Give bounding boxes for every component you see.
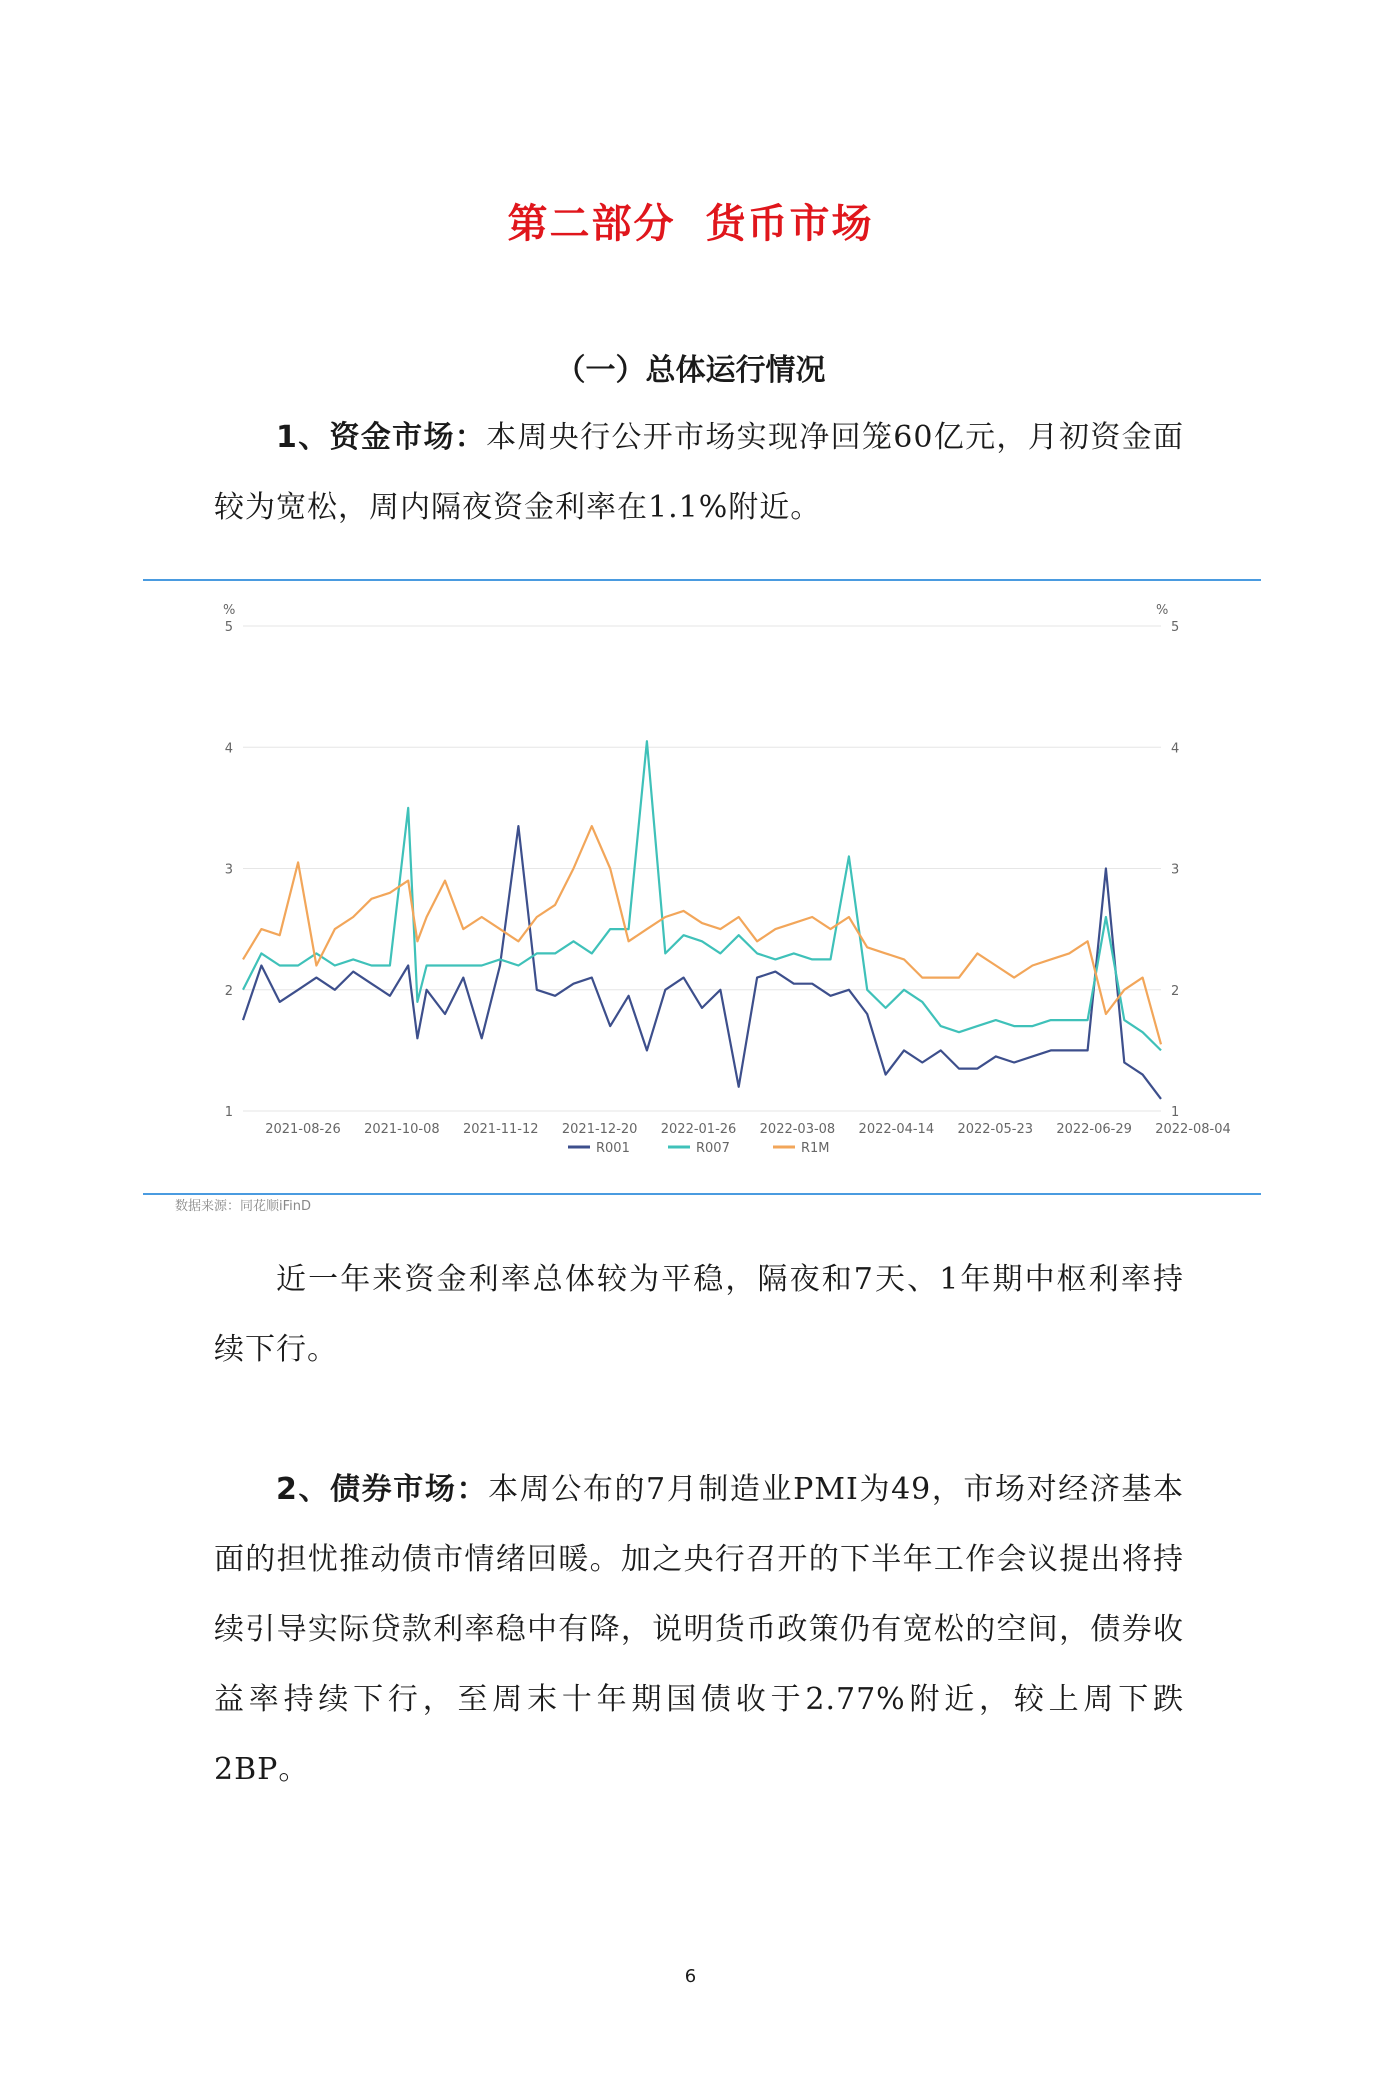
paragraph-rate-trend xyxy=(214,1245,1184,1385)
series-line-r1m xyxy=(243,826,1161,1044)
x-tick-label: 2022-03-08 xyxy=(759,1122,836,1137)
y-tick-label-right: 4 xyxy=(1171,741,1180,757)
page-number: 6 xyxy=(684,1966,697,1987)
y-axis-unit-right: % xyxy=(1156,603,1169,618)
legend-label-r1m: R1M xyxy=(801,1141,830,1156)
series-line-r001 xyxy=(243,826,1161,1099)
y-tick-label-right: 1 xyxy=(1171,1105,1180,1120)
paragraph-body: 本周公布的7月制造业PMI为49，市场对经济基本面的担忧推动债市情绪回暖。加之央行召开的下半年工作会议提出将持续引导实际贷款利率稳中有降，说明货币政策仍有宽松的空间，债券收益率持续下行，至周末十年期国债收于2.77%附近，较上周下跌2BP。 xyxy=(214,1472,1185,1787)
x-tick-label: 2021-11-12 xyxy=(462,1122,539,1137)
title-part: 第二部分 xyxy=(507,201,676,247)
paragraph-lead: 2、债券市场： xyxy=(276,1472,489,1507)
x-tick-label: 2021-08-26 xyxy=(265,1122,341,1137)
y-tick-label-left: 5 xyxy=(224,620,233,635)
y-tick-label-right: 5 xyxy=(1171,620,1180,635)
x-tick-label: 2022-08-04 xyxy=(1155,1122,1231,1137)
legend-label-r001: R001 xyxy=(596,1141,630,1156)
y-tick-label-right: 2 xyxy=(1171,983,1180,999)
legend-label-r007: R007 xyxy=(696,1141,730,1156)
x-tick-label: 2021-10-08 xyxy=(364,1122,440,1137)
paragraph-lead: 1、资金市场： xyxy=(276,420,487,455)
title-subject: 货币市场 xyxy=(705,201,874,247)
paragraph-body: 近一年来资金利率总体较为平稳，隔夜和7天、1年期中枢利率持续下行。 xyxy=(214,1262,1184,1367)
rate-chart-svg xyxy=(143,581,1261,1193)
data-source: 数据来源：同花顺iFinD xyxy=(175,1199,312,1214)
x-tick-label: 2022-01-26 xyxy=(660,1122,737,1137)
y-axis-unit-left: % xyxy=(223,603,236,618)
section-heading: （一）总体运行情况 xyxy=(555,353,826,388)
x-tick-label: 2022-06-29 xyxy=(1056,1122,1132,1137)
rate-chart xyxy=(143,579,1261,1195)
y-tick-label-left: 4 xyxy=(224,741,233,757)
paragraph-bond-market xyxy=(214,1455,1184,1805)
x-tick-label: 2022-05-23 xyxy=(957,1122,1034,1137)
y-tick-label-left: 1 xyxy=(224,1105,233,1120)
x-tick-label: 2021-12-20 xyxy=(561,1122,638,1137)
paragraph-money-market xyxy=(214,403,1184,543)
x-tick-label: 2022-04-14 xyxy=(858,1122,935,1137)
y-tick-label-right: 3 xyxy=(1171,862,1180,878)
page-title xyxy=(0,192,1381,249)
y-tick-label-left: 3 xyxy=(224,862,233,878)
y-tick-label-left: 2 xyxy=(224,983,233,999)
paragraph-body: 本周央行公开市场实现净回笼60亿元，月初资金面较为宽松，周内隔夜资金利率在1.1%附近。 xyxy=(214,420,1184,525)
